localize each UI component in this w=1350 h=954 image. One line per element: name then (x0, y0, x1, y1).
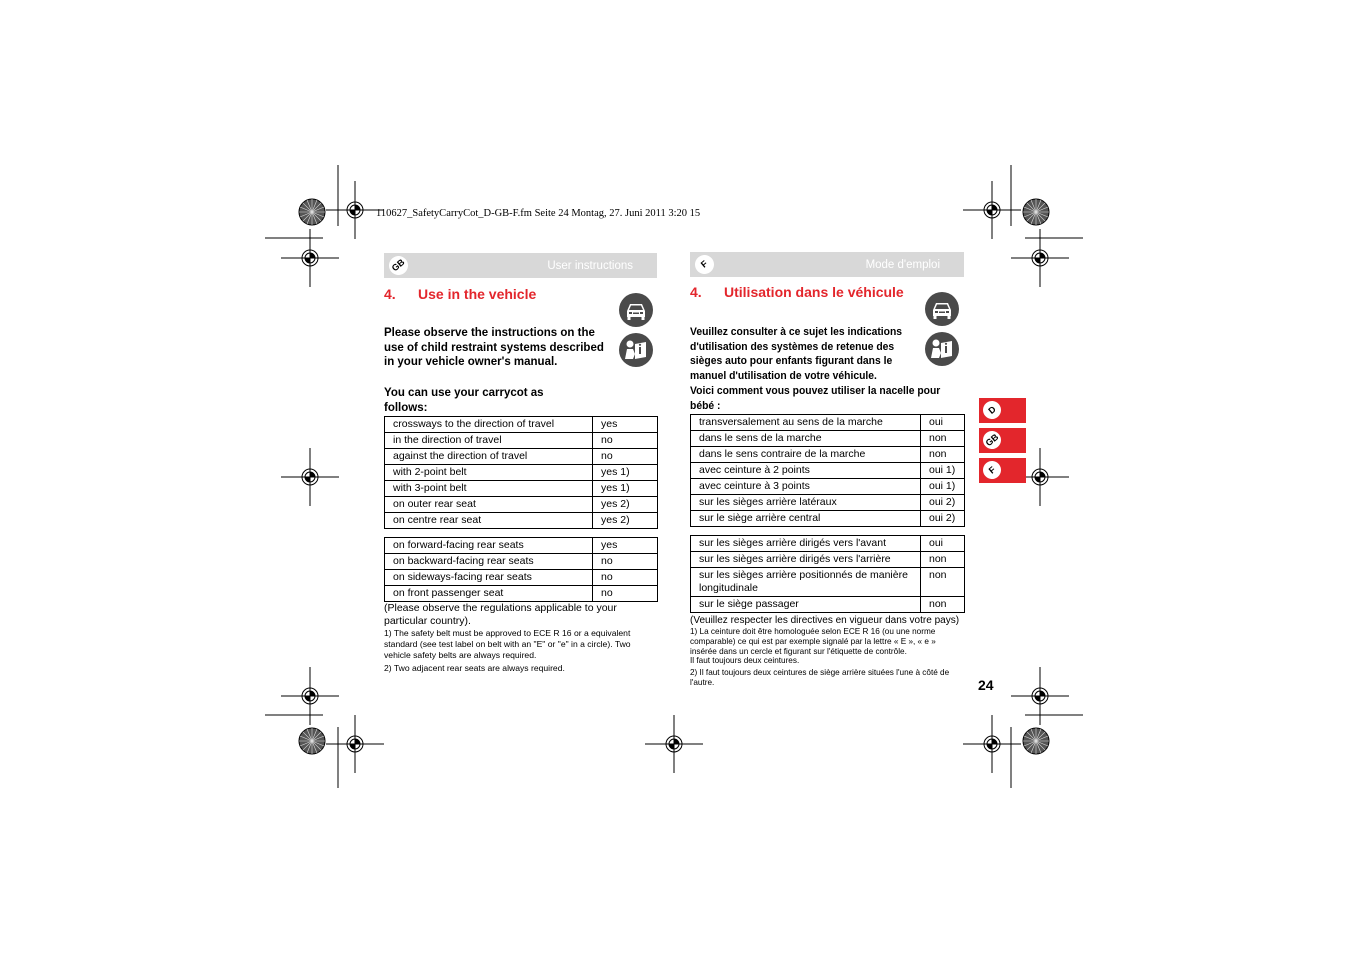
fr-intro: Veuillez consulter à ce sujet les indications d'utilisation des systèmes de retenue des sièges auto pour enfants figurant dans le manuel d'utilisation de votre véhicule. (690, 326, 903, 382)
answer-cell: no (593, 433, 658, 449)
gb-usage-table-2 (384, 537, 658, 602)
condition-cell: against the direction of travel (385, 449, 593, 465)
fr-lead: Voici comment vous pouvez utiliser la nacelle pour bébé : (690, 385, 941, 412)
gb-section-heading (384, 286, 536, 302)
answer-cell: yes (593, 538, 658, 554)
table-row (385, 513, 658, 529)
fr-band-title: Mode d'emploi (865, 259, 940, 271)
answer-cell: non (921, 447, 965, 463)
fr-section-heading (690, 284, 904, 300)
answer-cell: oui 2) (921, 511, 965, 527)
table-row (385, 497, 658, 513)
gb-lead: You can use your carrycot as follows: (384, 387, 544, 414)
condition-cell: on sideways-facing rear seats (385, 570, 593, 586)
fr-footnote-1: 1) La ceinture doit être homologuée selon ECE R 16 (ou une norme comparable) ce qui est par exemple signalé par la lettre « E », « e » insérée dans un cercle et figurant sur l'étiquette de contrôle. (690, 627, 936, 656)
car-front-icon (924, 291, 960, 327)
table-row (385, 481, 658, 497)
table-row (691, 511, 965, 527)
condition-cell: with 3-point belt (385, 481, 593, 497)
file-header: 110627_SafetyCarryCot_D-GB-F.fm Seite 24 Montag, 27. Juni 2011 3:20 15 (376, 208, 701, 219)
table-row (691, 415, 965, 431)
table-row (691, 479, 965, 495)
table-row (691, 447, 965, 463)
condition-cell: sur les sièges arrière dirigés vers l'arrière (691, 552, 921, 568)
table-row (691, 536, 965, 552)
person-reading-manual-icon (618, 332, 654, 368)
table-row (385, 449, 658, 465)
condition-cell: on outer rear seat (385, 497, 593, 513)
condition-cell: in the direction of travel (385, 433, 593, 449)
table-row (385, 586, 658, 602)
condition-cell: sur les sièges arrière dirigés vers l'avant (691, 536, 921, 552)
answer-cell: oui 1) (921, 479, 965, 495)
condition-cell: on centre rear seat (385, 513, 593, 529)
gb-section-number: 4. (384, 286, 396, 302)
condition-cell: on forward-facing rear seats (385, 538, 593, 554)
gb-footnote-2: 2) Two adjacent rear seats are always required. (384, 663, 565, 673)
answer-cell: no (593, 449, 658, 465)
table-row (385, 554, 658, 570)
condition-cell: sur les sièges arrière latéraux (691, 495, 921, 511)
page-number: 24 (978, 677, 994, 693)
answer-cell: no (593, 586, 658, 602)
answer-cell: oui (921, 536, 965, 552)
side-tab-gb-label: GB (979, 427, 1004, 452)
gb-footnote-1: 1) The safety belt must be approved to ECE R 16 or a equivalent standard (see test label on belt with an "E" or "e" in a circle). Two vehicle safety belts are always required. (384, 628, 631, 660)
gb-usage-table-1 (384, 416, 658, 529)
fr-section-number: 4. (690, 284, 702, 300)
answer-cell: yes 1) (593, 465, 658, 481)
table-row (385, 417, 658, 433)
gb-section-title: Use in the vehicle (418, 286, 537, 302)
table-row (385, 570, 658, 586)
condition-cell: sur le siège passager (691, 597, 921, 613)
answer-cell: non (921, 568, 965, 597)
car-front-icon (618, 292, 654, 328)
answer-cell: no (593, 570, 658, 586)
answer-cell: yes 1) (593, 481, 658, 497)
condition-cell: dans le sens contraire de la marche (691, 447, 921, 463)
answer-cell: yes 2) (593, 513, 658, 529)
gb-band-title: User instructions (547, 260, 633, 272)
gb-header-band (384, 253, 657, 278)
condition-cell: avec ceinture à 3 points (691, 479, 921, 495)
answer-cell: oui 2) (921, 495, 965, 511)
fr-footnote-2: 2) Il faut toujours deux ceintures de siège arrière situées l'une à côté de l'autre. (690, 668, 950, 687)
fr-header-band (690, 252, 964, 277)
answer-cell: non (921, 431, 965, 447)
condition-cell: with 2-point belt (385, 465, 593, 481)
table-row (385, 538, 658, 554)
side-tab-f[interactable] (979, 458, 1026, 483)
answer-cell: oui (921, 415, 965, 431)
condition-cell: sur les sièges arrière positionnés de manière longitudinale (691, 568, 921, 597)
gb-note: (Please observe the regulations applicable to your particular country). (384, 602, 617, 627)
side-tab-d[interactable] (979, 398, 1026, 423)
table-row (385, 465, 658, 481)
answer-cell: yes 2) (593, 497, 658, 513)
fr-language-badge: F (691, 251, 718, 278)
condition-cell: on backward-facing rear seats (385, 554, 593, 570)
side-tab-f-label: F (979, 457, 1004, 482)
condition-cell: transversalement au sens de la marche (691, 415, 921, 431)
condition-cell: on front passenger seat (385, 586, 593, 602)
fr-usage-table-2 (690, 535, 965, 613)
table-row (691, 431, 965, 447)
condition-cell: dans le sens de la marche (691, 431, 921, 447)
gb-intro: Please observe the instructions on the use of child restraint systems described in your vehicle owner's manual. (384, 327, 604, 368)
answer-cell: non (921, 597, 965, 613)
table-row (691, 495, 965, 511)
gb-language-badge: GB (385, 252, 412, 279)
fr-section-title: Utilisation dans le véhicule (724, 284, 904, 300)
fr-usage-table-1 (690, 414, 965, 527)
answer-cell: oui 1) (921, 463, 965, 479)
side-tab-gb[interactable] (979, 428, 1026, 453)
fr-note: (Veuillez respecter les directives en vigueur dans votre pays) (690, 615, 960, 626)
fr-footnote-1b: Il faut toujours deux ceintures. (690, 656, 800, 665)
table-row (691, 552, 965, 568)
table-row (691, 597, 965, 613)
table-row (691, 463, 965, 479)
answer-cell: non (921, 552, 965, 568)
condition-cell: sur le siège arrière central (691, 511, 921, 527)
condition-cell: crossways to the direction of travel (385, 417, 593, 433)
person-reading-manual-icon (924, 331, 960, 367)
table-row (691, 568, 965, 597)
table-row (385, 433, 658, 449)
condition-cell: avec ceinture à 2 points (691, 463, 921, 479)
answer-cell: no (593, 554, 658, 570)
answer-cell: yes (593, 417, 658, 433)
side-tab-d-label: D (979, 397, 1004, 422)
